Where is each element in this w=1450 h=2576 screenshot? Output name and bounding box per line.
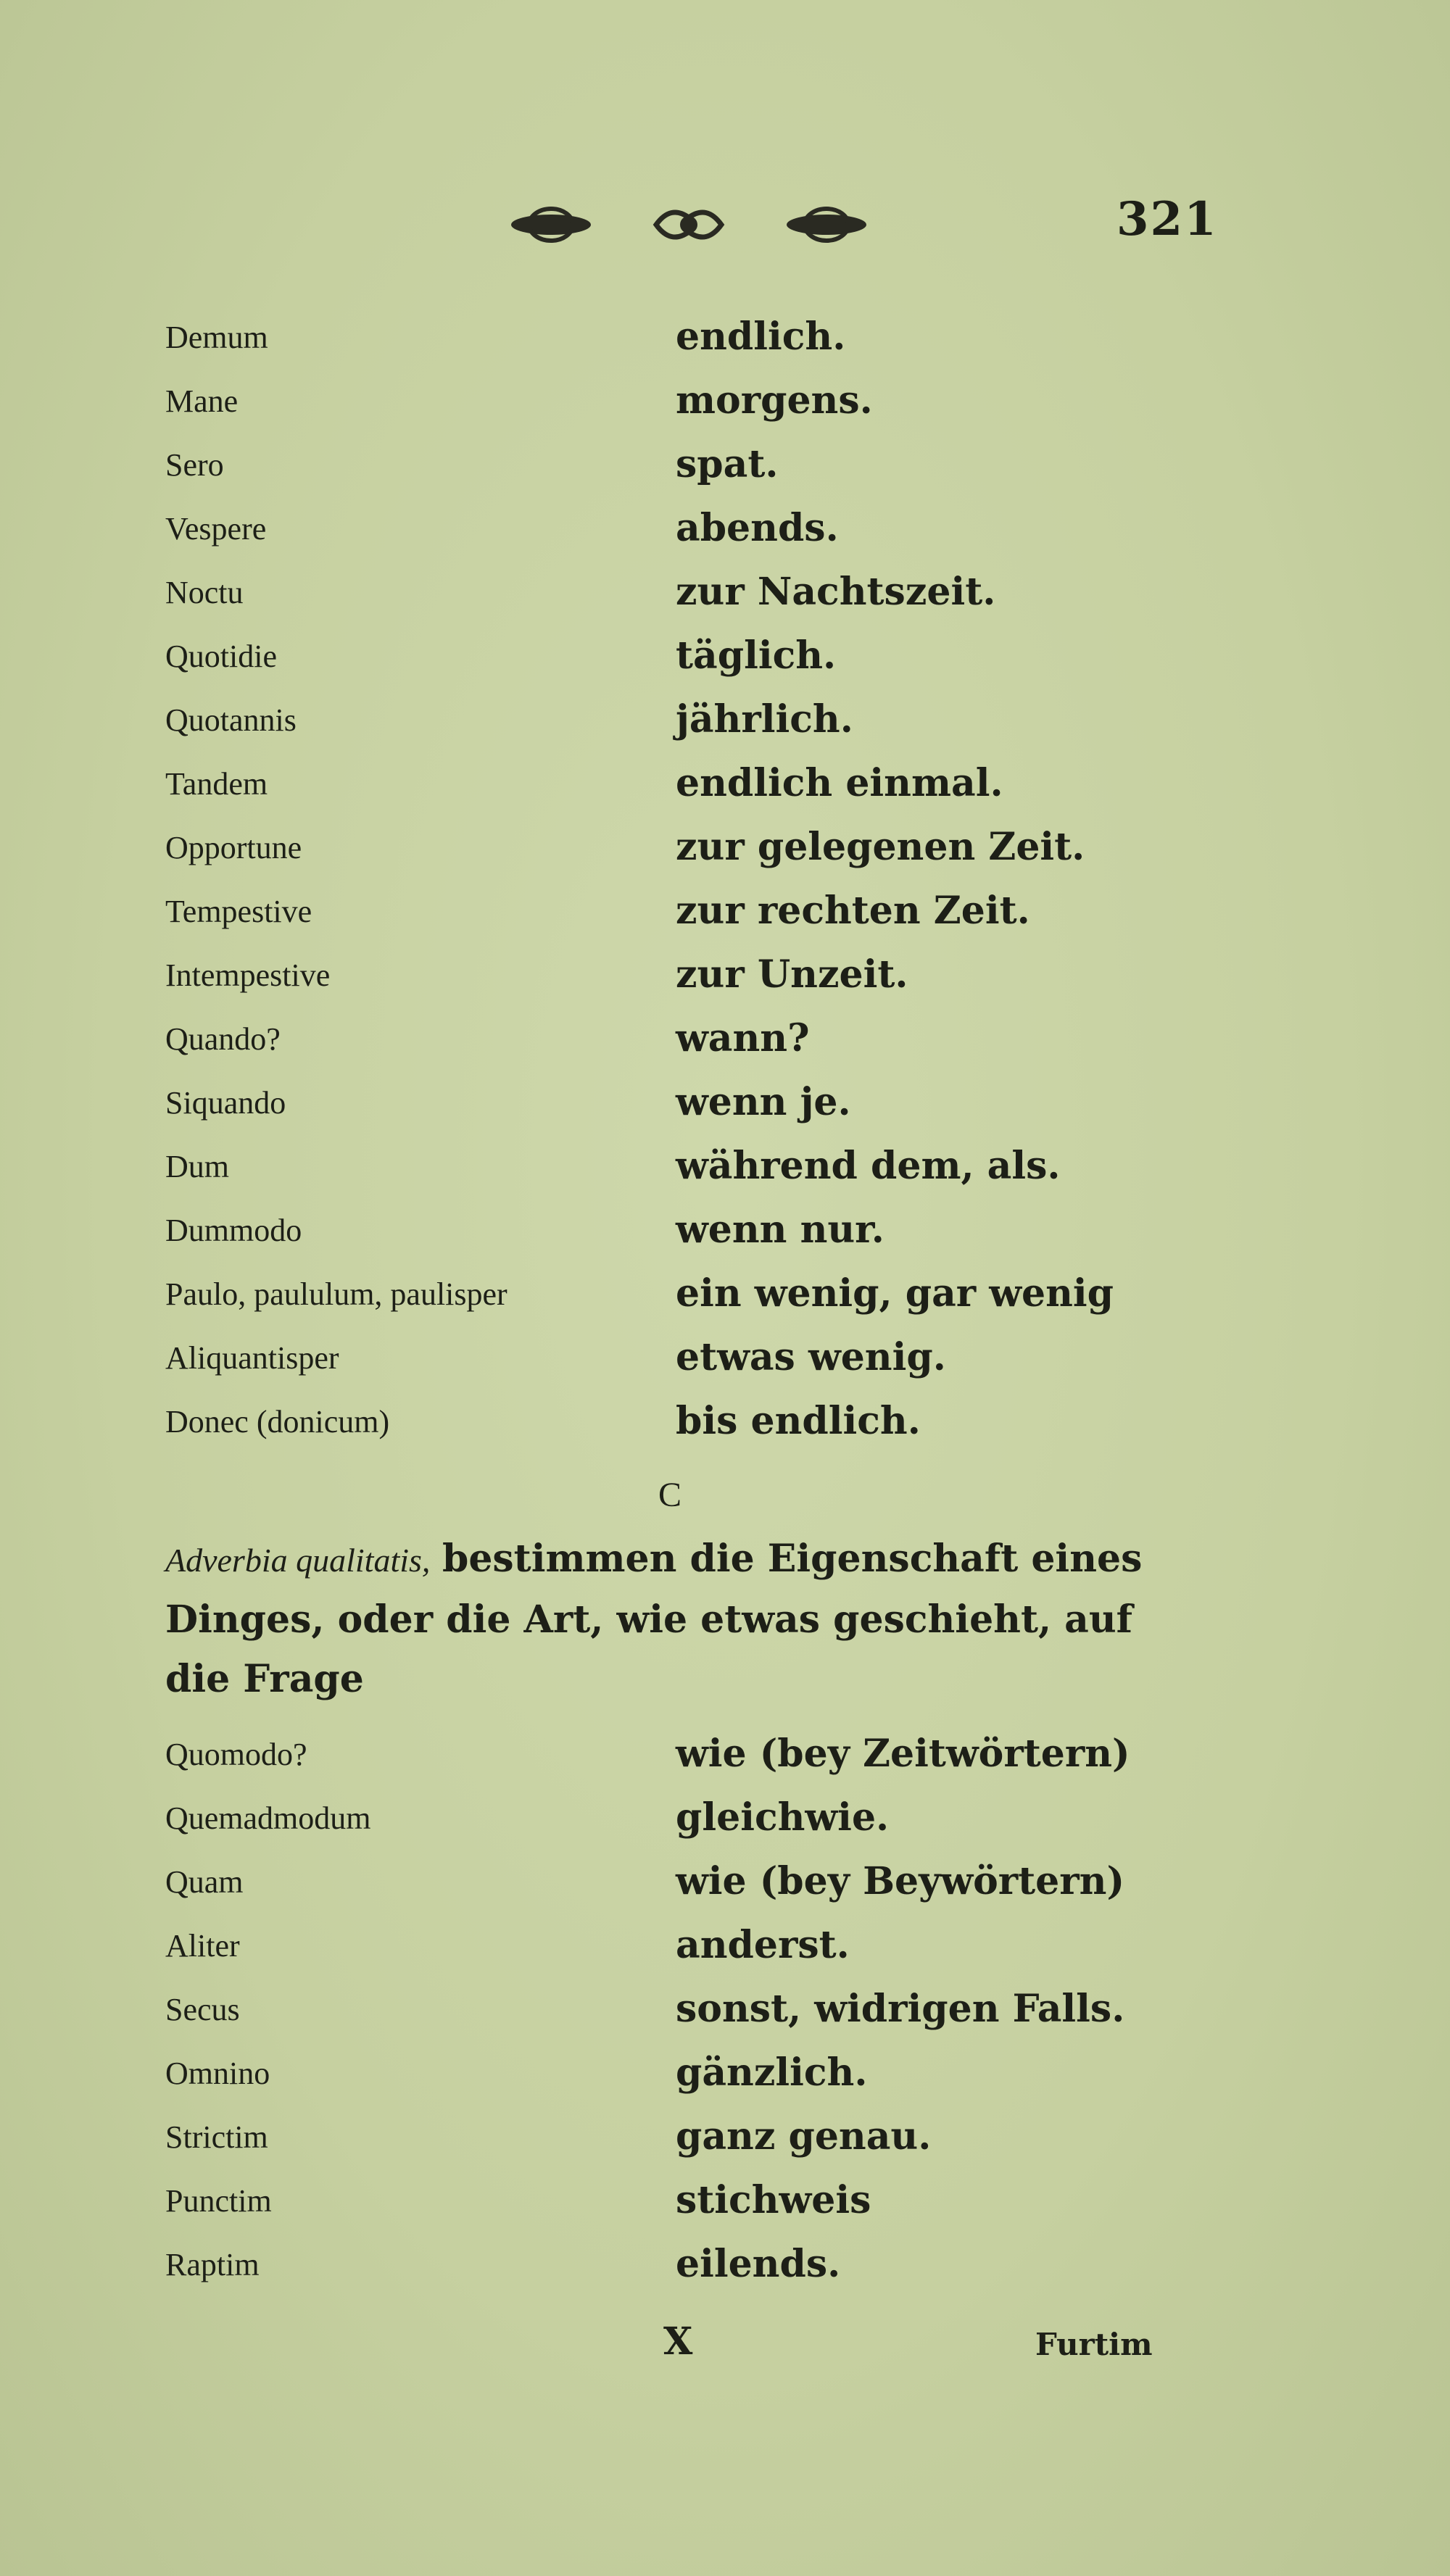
- german-translation: zur Unzeit.: [676, 952, 908, 997]
- entry-row: [0, 2178, 1450, 2248]
- german-translation: wie (bey Zeitwörtern): [676, 1732, 1130, 1776]
- entry-row: [0, 378, 1450, 448]
- entry-row: [0, 1399, 1450, 1468]
- german-translation: wann?: [676, 1016, 810, 1060]
- entry-row: [0, 1795, 1450, 1865]
- page-number: 321: [1116, 192, 1218, 246]
- german-translation: stichweis: [676, 2178, 871, 2222]
- latin-term: Intempestive: [165, 957, 331, 993]
- latin-term: Omnino: [165, 2056, 270, 2091]
- latin-term: Paulo, paululum, paulisper: [165, 1276, 508, 1312]
- signature-mark: X: [663, 2319, 693, 2364]
- latin-term: Strictim: [165, 2119, 268, 2155]
- entry-row: [0, 1208, 1450, 1277]
- german-translation: wenn nur.: [676, 1208, 884, 1252]
- entry-row: [0, 1335, 1450, 1405]
- german-translation: wenn je.: [676, 1080, 851, 1124]
- latin-term: Mane: [165, 383, 239, 419]
- german-translation: gänzlich.: [676, 2051, 868, 2095]
- latin-term: Dum: [165, 1149, 229, 1184]
- entry-row: [0, 1859, 1450, 1929]
- latin-term: Aliter: [165, 1928, 240, 1964]
- latin-term: Siquando: [165, 1085, 286, 1121]
- latin-term: Quam: [165, 1864, 244, 1900]
- german-translation: gleichwie.: [676, 1795, 890, 1840]
- latin-term: Quomodo?: [165, 1737, 307, 1772]
- adverbia-description: bestimmen die Eigenschaft eines Dinges, oder die Art, wie etwas geschieht, auf die Frage: [165, 1537, 1143, 1701]
- german-translation: bis endlich.: [676, 1399, 921, 1443]
- entry-row: [0, 1987, 1450, 2056]
- german-translation: endlich.: [676, 315, 846, 359]
- latin-term: Quemadmodum: [165, 1800, 371, 1836]
- entry-row: [0, 697, 1450, 767]
- german-translation: sonst, widrigen Falls.: [676, 1987, 1125, 2031]
- entry-row: [0, 2114, 1450, 2184]
- entry-row: [0, 761, 1450, 831]
- german-translation: etwas wenig.: [676, 1335, 946, 1379]
- latin-term: Dummodo: [165, 1213, 302, 1248]
- latin-term: Tempestive: [165, 894, 312, 929]
- latin-term: Sero: [165, 447, 224, 483]
- entry-row: [0, 506, 1450, 576]
- entry-row: [0, 1271, 1450, 1341]
- entry-row: [0, 2051, 1450, 2120]
- latin-term: Punctim: [165, 2183, 272, 2219]
- entry-row: [0, 633, 1450, 703]
- latin-term: Quotannis: [165, 702, 297, 738]
- german-translation: zur rechten Zeit.: [676, 889, 1030, 933]
- page-header: [0, 181, 1450, 268]
- catchword: Furtim: [1035, 2327, 1153, 2362]
- entry-row: [0, 1080, 1450, 1150]
- german-translation: ein wenig, gar wenig: [676, 1271, 1114, 1316]
- german-translation: endlich einmal.: [676, 761, 1003, 805]
- german-translation: wie (bey Beywörtern): [676, 1859, 1125, 1903]
- german-translation: zur Nachtszeit.: [676, 570, 996, 614]
- header-ornament-icon: [500, 203, 877, 246]
- adverbia-lead: Adverbia qualitatis,: [165, 1542, 431, 1579]
- entry-row: [0, 570, 1450, 639]
- entry-row: [0, 825, 1450, 894]
- german-translation: eilends.: [676, 2242, 841, 2286]
- latin-term: Secus: [165, 1992, 240, 2027]
- german-translation: während dem, als.: [676, 1144, 1061, 1188]
- entry-row: [0, 1923, 1450, 1993]
- latin-term: Opportune: [165, 830, 302, 865]
- entry-row: [0, 2242, 1450, 2311]
- german-translation: zur gelegenen Zeit.: [676, 825, 1085, 869]
- latin-term: Quando?: [165, 1021, 281, 1057]
- latin-term: Donec (donicum): [165, 1404, 390, 1439]
- latin-term: Raptim: [165, 2247, 260, 2282]
- german-translation: anderst.: [676, 1923, 850, 1967]
- german-translation: abends.: [676, 506, 839, 550]
- german-translation: ganz genau.: [676, 2114, 932, 2159]
- entry-row: [0, 1732, 1450, 1801]
- entry-row: [0, 1144, 1450, 1213]
- german-translation: jährlich.: [676, 697, 853, 741]
- section-letter: C: [658, 1476, 682, 1514]
- entry-row: [0, 889, 1450, 958]
- adverbia-qualitatis-paragraph: [165, 1529, 1209, 1709]
- german-translation: spat.: [676, 442, 779, 486]
- latin-term: Vespere: [165, 511, 267, 547]
- latin-term: Tandem: [165, 766, 268, 802]
- entry-row: [0, 442, 1450, 512]
- german-translation: morgens.: [676, 378, 873, 423]
- german-translation: täglich.: [676, 633, 837, 678]
- latin-term: Demum: [165, 320, 268, 355]
- latin-term: Noctu: [165, 575, 244, 610]
- entry-row: [0, 952, 1450, 1022]
- latin-term: Quotidie: [165, 639, 277, 674]
- entry-row: [0, 315, 1450, 384]
- latin-term: Aliquantisper: [165, 1340, 339, 1376]
- entry-row: [0, 1016, 1450, 1086]
